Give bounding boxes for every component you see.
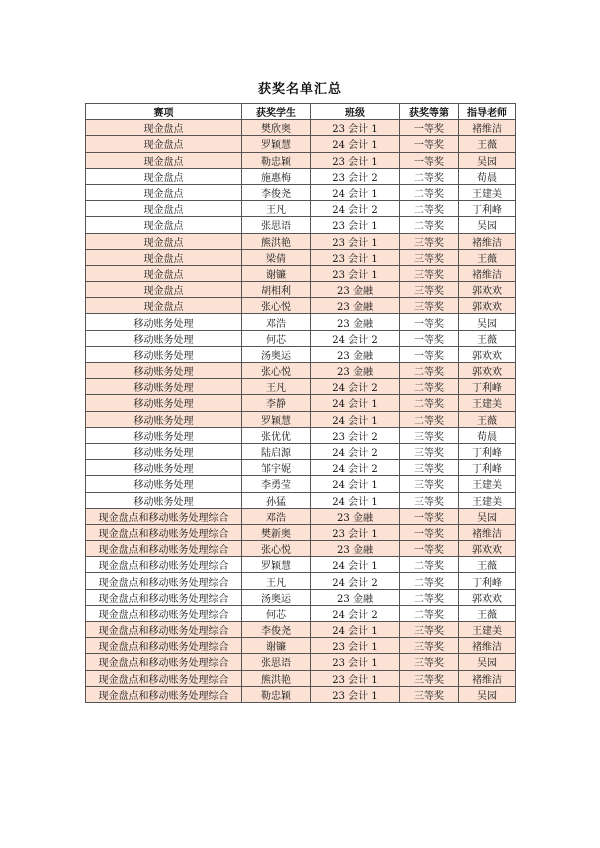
cell-class: 23 金融: [311, 314, 400, 330]
cell-teacher: 褚维洁: [459, 670, 516, 686]
cell-class: 23 金融: [311, 346, 400, 362]
cell-event: 现金盘点和移动账务处理综合: [86, 622, 242, 638]
table-row: [86, 443, 516, 459]
table-row: [86, 557, 516, 573]
table-row: [86, 249, 516, 265]
cell-student: 樊欣奥: [242, 120, 311, 136]
cell-teacher: 荀晨: [459, 168, 516, 184]
cell-grade: 二等奖: [400, 589, 459, 605]
cell-teacher: 郭欢欢: [459, 282, 516, 298]
cell-teacher: 丁利峰: [459, 443, 516, 459]
cell-class: 24 会计 2: [311, 605, 400, 621]
cell-student: 张心悦: [242, 363, 311, 379]
cell-class: 24 会计 1: [311, 492, 400, 508]
cell-teacher: 王薇: [459, 136, 516, 152]
table-row: [86, 152, 516, 168]
cell-teacher: 吴园: [459, 686, 516, 702]
cell-teacher: 吴园: [459, 152, 516, 168]
cell-grade: 二等奖: [400, 184, 459, 200]
cell-event: 现金盘点和移动账务处理综合: [86, 638, 242, 654]
header-grade: 获奖等第: [400, 104, 459, 120]
table-row: [86, 686, 516, 702]
cell-student: 谢镰: [242, 265, 311, 281]
cell-event: 现金盘点: [86, 217, 242, 233]
cell-student: 邓浩: [242, 314, 311, 330]
cell-student: 勒忠颖: [242, 686, 311, 702]
cell-event: 移动账务处理: [86, 492, 242, 508]
cell-grade: 三等奖: [400, 622, 459, 638]
cell-grade: 三等奖: [400, 282, 459, 298]
cell-student: 孙猛: [242, 492, 311, 508]
cell-event: 移动账务处理: [86, 443, 242, 459]
cell-student: 邓浩: [242, 508, 311, 524]
cell-grade: 二等奖: [400, 168, 459, 184]
table-row: [86, 476, 516, 492]
cell-student: 张思语: [242, 217, 311, 233]
cell-teacher: 郭欢欢: [459, 346, 516, 362]
cell-grade: 三等奖: [400, 476, 459, 492]
cell-teacher: 吴园: [459, 508, 516, 524]
cell-event: 现金盘点和移动账务处理综合: [86, 573, 242, 589]
table-row: [86, 460, 516, 476]
cell-class: 24 会计 2: [311, 201, 400, 217]
cell-event: 移动账务处理: [86, 363, 242, 379]
cell-teacher: 王建美: [459, 395, 516, 411]
cell-student: 邹宇妮: [242, 460, 311, 476]
cell-event: 现金盘点: [86, 152, 242, 168]
cell-class: 23 金融: [311, 508, 400, 524]
cell-event: 移动账务处理: [86, 395, 242, 411]
cell-class: 24 会计 1: [311, 136, 400, 152]
cell-grade: 三等奖: [400, 427, 459, 443]
table-row: [86, 282, 516, 298]
cell-teacher: 王建美: [459, 184, 516, 200]
cell-class: 23 会计 1: [311, 524, 400, 540]
cell-teacher: 褚维洁: [459, 638, 516, 654]
cell-student: 施惠梅: [242, 168, 311, 184]
cell-class: 24 会计 2: [311, 573, 400, 589]
cell-event: 现金盘点和移动账务处理综合: [86, 686, 242, 702]
table-row: [86, 265, 516, 281]
cell-teacher: 王薇: [459, 411, 516, 427]
table-row: [86, 622, 516, 638]
cell-grade: 三等奖: [400, 265, 459, 281]
cell-grade: 三等奖: [400, 460, 459, 476]
cell-student: 张思语: [242, 654, 311, 670]
table-row: [86, 573, 516, 589]
cell-grade: 三等奖: [400, 249, 459, 265]
cell-student: 张优优: [242, 427, 311, 443]
header-teacher: 指导老师: [459, 104, 516, 120]
cell-teacher: 郭欢欢: [459, 298, 516, 314]
cell-grade: 三等奖: [400, 233, 459, 249]
table-row: [86, 298, 516, 314]
cell-student: 李俊尧: [242, 622, 311, 638]
cell-teacher: 郭欢欢: [459, 363, 516, 379]
cell-grade: 三等奖: [400, 670, 459, 686]
cell-teacher: 王薇: [459, 330, 516, 346]
cell-student: 张心悦: [242, 298, 311, 314]
table-row: [86, 395, 516, 411]
cell-class: 23 金融: [311, 282, 400, 298]
table-row: [86, 217, 516, 233]
cell-teacher: 丁利峰: [459, 379, 516, 395]
table-row: [86, 363, 516, 379]
table-row: [86, 654, 516, 670]
cell-class: 23 金融: [311, 589, 400, 605]
table-row: [86, 379, 516, 395]
cell-event: 现金盘点: [86, 265, 242, 281]
table-row: [86, 168, 516, 184]
cell-event: 移动账务处理: [86, 476, 242, 492]
cell-class: 23 会计 2: [311, 427, 400, 443]
cell-class: 23 会计 1: [311, 670, 400, 686]
cell-student: 胡相利: [242, 282, 311, 298]
cell-teacher: 郭欢欢: [459, 541, 516, 557]
cell-class: 23 会计 1: [311, 654, 400, 670]
awards-table: [85, 103, 516, 703]
cell-teacher: 王薇: [459, 605, 516, 621]
cell-event: 现金盘点: [86, 136, 242, 152]
cell-grade: 二等奖: [400, 557, 459, 573]
table-row: [86, 346, 516, 362]
cell-teacher: 丁利峰: [459, 460, 516, 476]
cell-event: 现金盘点和移动账务处理综合: [86, 605, 242, 621]
cell-student: 汤奥运: [242, 346, 311, 362]
cell-student: 汤奥运: [242, 589, 311, 605]
cell-student: 樊新奥: [242, 524, 311, 540]
cell-class: 23 会计 1: [311, 265, 400, 281]
table-header-row: [86, 104, 516, 120]
cell-teacher: 吴园: [459, 654, 516, 670]
cell-event: 现金盘点和移动账务处理综合: [86, 508, 242, 524]
cell-class: 24 会计 1: [311, 557, 400, 573]
cell-grade: 一等奖: [400, 152, 459, 168]
cell-student: 何芯: [242, 605, 311, 621]
cell-event: 移动账务处理: [86, 460, 242, 476]
cell-event: 现金盘点: [86, 249, 242, 265]
cell-student: 勒忠颖: [242, 152, 311, 168]
cell-class: 23 会计 1: [311, 120, 400, 136]
cell-event: 移动账务处理: [86, 379, 242, 395]
cell-event: 现金盘点和移动账务处理综合: [86, 670, 242, 686]
cell-teacher: 吴园: [459, 314, 516, 330]
cell-event: 现金盘点和移动账务处理综合: [86, 557, 242, 573]
cell-grade: 三等奖: [400, 654, 459, 670]
cell-teacher: 荀晨: [459, 427, 516, 443]
table-row: [86, 605, 516, 621]
cell-student: 梁倩: [242, 249, 311, 265]
cell-grade: 三等奖: [400, 638, 459, 654]
cell-event: 现金盘点: [86, 298, 242, 314]
cell-student: 张心悦: [242, 541, 311, 557]
cell-event: 现金盘点和移动账务处理综合: [86, 589, 242, 605]
cell-student: 熊洪艳: [242, 233, 311, 249]
cell-teacher: 王建美: [459, 622, 516, 638]
cell-class: 24 会计 2: [311, 460, 400, 476]
cell-student: 王凡: [242, 573, 311, 589]
table-row: [86, 670, 516, 686]
table-row: [86, 541, 516, 557]
cell-event: 移动账务处理: [86, 330, 242, 346]
cell-teacher: 王建美: [459, 476, 516, 492]
cell-event: 现金盘点和移动账务处理综合: [86, 541, 242, 557]
cell-student: 罗颖慧: [242, 136, 311, 152]
cell-teacher: 褚维洁: [459, 233, 516, 249]
cell-student: 罗颖慧: [242, 557, 311, 573]
cell-grade: 二等奖: [400, 605, 459, 621]
cell-teacher: 褚维洁: [459, 265, 516, 281]
cell-grade: 一等奖: [400, 541, 459, 557]
cell-grade: 二等奖: [400, 395, 459, 411]
cell-event: 现金盘点: [86, 184, 242, 200]
cell-grade: 二等奖: [400, 201, 459, 217]
cell-student: 罗颖慧: [242, 411, 311, 427]
cell-class: 23 金融: [311, 363, 400, 379]
cell-student: 王凡: [242, 379, 311, 395]
cell-class: 24 会计 1: [311, 395, 400, 411]
cell-student: 谢镰: [242, 638, 311, 654]
cell-event: 现金盘点: [86, 120, 242, 136]
header-event: 赛项: [86, 104, 242, 120]
cell-class: 23 会计 1: [311, 686, 400, 702]
cell-class: 24 会计 2: [311, 379, 400, 395]
cell-grade: 一等奖: [400, 524, 459, 540]
cell-event: 移动账务处理: [86, 346, 242, 362]
cell-class: 23 会计 1: [311, 233, 400, 249]
cell-grade: 一等奖: [400, 120, 459, 136]
cell-teacher: 王薇: [459, 249, 516, 265]
header-class: 班级: [311, 104, 400, 120]
cell-grade: 二等奖: [400, 217, 459, 233]
cell-teacher: 丁利峰: [459, 201, 516, 217]
cell-event: 现金盘点和移动账务处理综合: [86, 654, 242, 670]
cell-teacher: 褚维洁: [459, 524, 516, 540]
cell-event: 移动账务处理: [86, 314, 242, 330]
table-row: [86, 427, 516, 443]
cell-grade: 一等奖: [400, 508, 459, 524]
cell-grade: 一等奖: [400, 314, 459, 330]
cell-class: 24 会计 1: [311, 622, 400, 638]
cell-teacher: 丁利峰: [459, 573, 516, 589]
cell-event: 现金盘点: [86, 168, 242, 184]
table-row: [86, 201, 516, 217]
cell-grade: 三等奖: [400, 492, 459, 508]
table-row: [86, 120, 516, 136]
cell-student: 李静: [242, 395, 311, 411]
cell-class: 24 会计 1: [311, 184, 400, 200]
table-row: [86, 492, 516, 508]
cell-student: 陆启源: [242, 443, 311, 459]
table-row: [86, 638, 516, 654]
cell-grade: 二等奖: [400, 411, 459, 427]
cell-event: 现金盘点: [86, 201, 242, 217]
table-row: [86, 136, 516, 152]
cell-class: 23 会计 1: [311, 217, 400, 233]
cell-event: 现金盘点: [86, 233, 242, 249]
cell-class: 24 会计 1: [311, 476, 400, 492]
table-row: [86, 184, 516, 200]
cell-class: 23 会计 2: [311, 168, 400, 184]
cell-grade: 三等奖: [400, 443, 459, 459]
cell-grade: 一等奖: [400, 136, 459, 152]
cell-grade: 二等奖: [400, 573, 459, 589]
table-row: [86, 330, 516, 346]
cell-event: 现金盘点和移动账务处理综合: [86, 524, 242, 540]
cell-class: 24 会计 2: [311, 330, 400, 346]
header-student: 获奖学生: [242, 104, 311, 120]
cell-event: 移动账务处理: [86, 411, 242, 427]
page-title: 获奖名单汇总: [257, 82, 342, 97]
cell-grade: 一等奖: [400, 330, 459, 346]
table-row: [86, 314, 516, 330]
cell-teacher: 褚维洁: [459, 120, 516, 136]
table-row: [86, 411, 516, 427]
cell-student: 熊洪艳: [242, 670, 311, 686]
cell-grade: 三等奖: [400, 686, 459, 702]
cell-student: 王凡: [242, 201, 311, 217]
cell-event: 现金盘点: [86, 282, 242, 298]
cell-class: 23 金融: [311, 298, 400, 314]
table-row: [86, 524, 516, 540]
cell-teacher: 吴园: [459, 217, 516, 233]
cell-class: 24 会计 1: [311, 411, 400, 427]
table-row: [86, 233, 516, 249]
cell-class: 23 会计 1: [311, 638, 400, 654]
cell-grade: 二等奖: [400, 379, 459, 395]
cell-event: 移动账务处理: [86, 427, 242, 443]
cell-teacher: 王薇: [459, 557, 516, 573]
cell-student: 何芯: [242, 330, 311, 346]
cell-teacher: 王建美: [459, 492, 516, 508]
cell-class: 23 金融: [311, 541, 400, 557]
cell-student: 李俊尧: [242, 184, 311, 200]
cell-class: 23 会计 1: [311, 152, 400, 168]
table-row: [86, 508, 516, 524]
cell-grade: 二等奖: [400, 363, 459, 379]
cell-teacher: 郭欢欢: [459, 589, 516, 605]
table-body: [86, 120, 516, 703]
cell-student: 李勇莹: [242, 476, 311, 492]
table-row: [86, 589, 516, 605]
cell-class: 23 会计 1: [311, 249, 400, 265]
cell-grade: 三等奖: [400, 298, 459, 314]
cell-class: 24 会计 2: [311, 443, 400, 459]
cell-grade: 一等奖: [400, 346, 459, 362]
